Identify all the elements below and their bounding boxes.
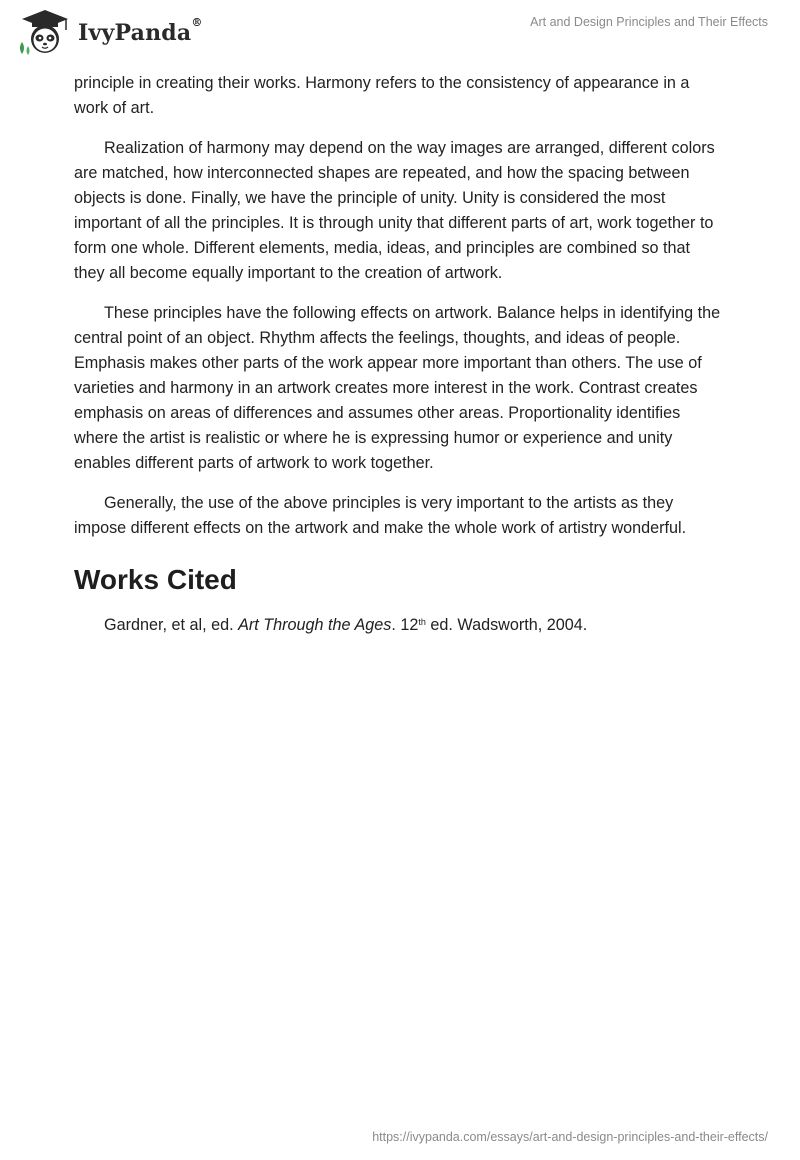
works-cited-heading: Works Cited xyxy=(74,564,237,595)
paragraph-1: principle in creating their works. Harmony refers to the consistency of appearance in a work of art. xyxy=(74,74,690,117)
document-title: Art and Design Principles and Their Effects xyxy=(530,15,768,29)
citation-suffix: ed. Wadsworth, 2004. xyxy=(425,616,588,634)
registered-mark: ® xyxy=(191,16,203,29)
ivypanda-logo[interactable] xyxy=(16,8,203,56)
citation-sup: th xyxy=(418,617,426,627)
paragraph-2: Realization of harmony may depend on the way images are arranged, different colors are matched, how interconnected shapes are repeated, and how the spacing between objects is done. Finally, we have the principle of unity. Unity is considered the most important of all the principles. It is through unity that different parts of art, work together to form one whole. Different elements, media, ideas, and principles are combined so that they all become equally important to the creation of artwork. xyxy=(74,139,715,282)
page-header xyxy=(0,0,800,62)
paragraph-3: These principles have the following effects on artwork. Balance helps in identifying the central point of an object. Rhythm affects the feelings, thoughts, and ideas of people. Emphasis makes other parts of the work appear more important than others. The use of varieties and harmony in an artwork creates more interest in the work. Contrast creates emphasis on areas of differences and assumes other areas. Proportionality identifies where the artist is realistic or where he is expressing humor or experience and unity enables different parts of artwork to work together. xyxy=(74,304,721,472)
paragraph-4: Generally, the use of the above principles is very important to the artists as they impose different effects on the artwork and make the whole work of artistry wonderful. xyxy=(74,494,687,537)
citation-entry xyxy=(74,613,724,638)
logo-text: IvyPanda® xyxy=(78,16,203,46)
citation-prefix: Gardner, et al, ed. xyxy=(104,616,239,634)
footer-url[interactable]: https://ivypanda.com/essays/art-and-design-principles-and-their-effects/ xyxy=(372,1130,768,1144)
essay-body xyxy=(74,71,724,638)
citation-after-title: . 12 xyxy=(391,616,419,634)
panda-graduate-icon xyxy=(16,8,74,56)
citation-title: Art Through the Ages xyxy=(238,616,392,634)
